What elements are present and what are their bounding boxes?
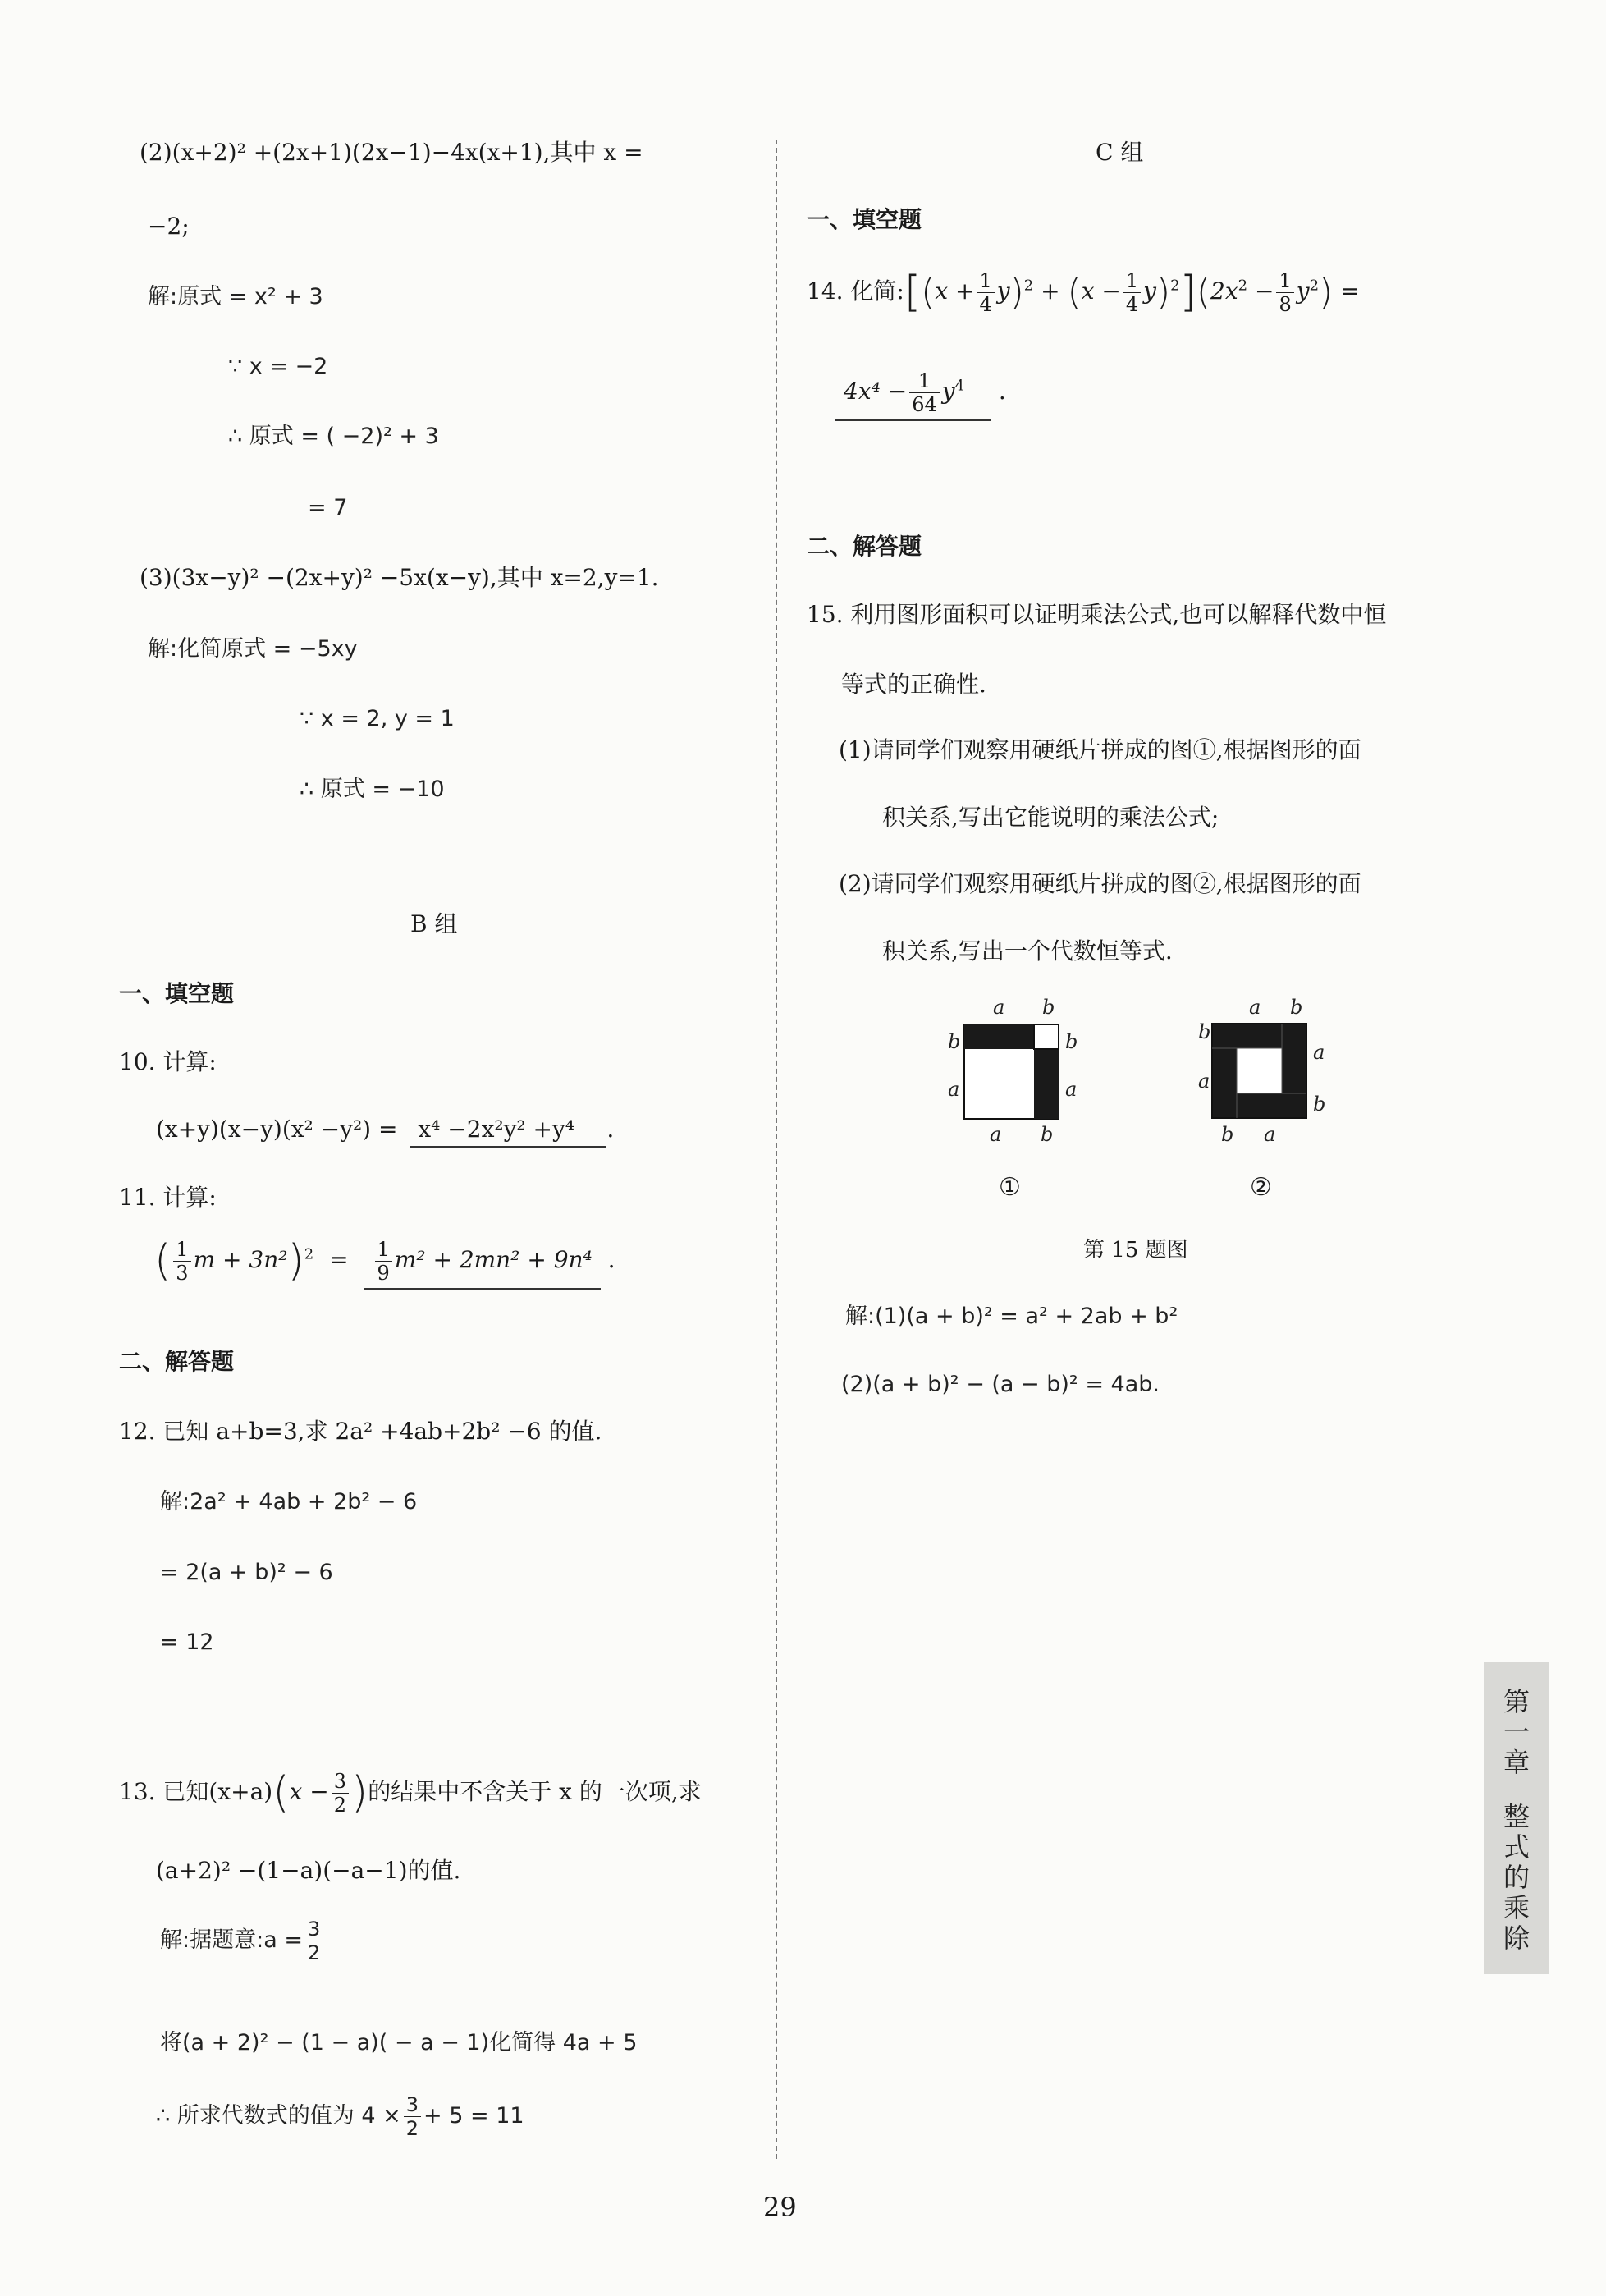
q13-pre: 13. 已知(x+a) (119, 1778, 273, 1805)
q10-expr: (x+y)(x−y)(x² −y²) = (156, 1116, 398, 1143)
q13-solution-1 (160, 1919, 325, 1963)
q3-line: (3)(3x−y)² −(2x+y)² −5x(x−y),其中 x=2,y=1. (140, 564, 659, 591)
q13-post: 的结果中不含关于 x 的一次项,求 (368, 1778, 702, 1805)
side-tab-char: 一 (1503, 1716, 1530, 1748)
q11-expression: ( $\frac{1}{3}$ m + 3n²)$^2$ = $\frac{1}{9}$ m² + 2mn² + 9n⁴ . (154, 1240, 615, 1290)
q13-sol1-frac: $\frac{3}{2}$ (305, 1919, 323, 1963)
fig2-right-a: a (1313, 1041, 1325, 1064)
figure-1 (936, 993, 1100, 1149)
side-tab-char: 乘 (1503, 1891, 1530, 1923)
side-tab-char: 式 (1503, 1831, 1530, 1863)
q14-frac-quarter-b: $\frac{1}{4}$ (1123, 271, 1141, 314)
fig1-bottom-b: b (1041, 1123, 1054, 1146)
q15-solution-1: 解:(1)(a + b)² = a² + 2ab + b² (845, 1304, 1178, 1329)
q14-frac-quarter-a: $\frac{1}{4}$ (977, 271, 995, 314)
fig2-top-a: a (1249, 996, 1261, 1019)
q2-solution-4: = 7 (308, 495, 348, 520)
q13-mid: x − (289, 1778, 329, 1805)
q10-answer (410, 1118, 606, 1148)
q14-frac-eighth: $\frac{1}{8}$ (1276, 271, 1293, 314)
fig2-left-b: b (1198, 1020, 1211, 1043)
q11-answer (364, 1240, 601, 1290)
q15-part1b: 积关系,写出它能说明的乘法公式; (882, 804, 1219, 831)
q11-answer-text: m² + 2mn² + 9n⁴ (394, 1246, 593, 1273)
q3-solution-2: ∵ x = 2, y = 1 (300, 706, 455, 731)
q14-answer-line: 4x⁴ − $\frac{1}{64}$ $y^4$ . (835, 371, 1006, 421)
figure-caption: 第 15 题图 (1083, 1238, 1188, 1263)
q14-frac-64: $\frac{1}{64}$ (909, 371, 940, 415)
q11-frac-ninth: $\frac{1}{9}$ (375, 1240, 392, 1283)
fig1-label: ① (999, 1173, 1021, 1202)
q13-paren-open: ( (272, 1767, 290, 1817)
q13-solution-2: 将(a + 2)² − (1 − a)( − a − 1)化简得 4a + 5 (160, 2030, 638, 2055)
fig1-left-a: a (948, 1078, 960, 1101)
q11-label: 11. 计算: (119, 1184, 217, 1211)
fig1-right-a: a (1065, 1078, 1078, 1101)
fig2-bottom-a: a (1264, 1123, 1276, 1146)
q2-solution-1: 解:原式 = x² + 3 (148, 284, 323, 309)
q2-solution-3: ∴ 原式 = ( −2)² + 3 (228, 424, 439, 449)
side-tab-char: 除 (1503, 1922, 1530, 1954)
q2-line1: (2)(x+2)² +(2x+1)(2x−1)−4x(x+1),其中 x = (140, 139, 643, 166)
side-tab-char: 的 (1503, 1861, 1530, 1893)
fig2-left-a: a (1198, 1070, 1210, 1093)
page-number: 29 (763, 2192, 797, 2223)
q15-part2b: 积关系,写出一个代数恒等式. (882, 937, 1173, 965)
fig1-top-a: a (993, 996, 1005, 1019)
fig1-right-strip (1034, 1049, 1059, 1119)
q2-solution-2: ∵ x = −2 (228, 354, 328, 379)
q15-line2: 等式的正确性. (841, 671, 986, 698)
fig2-label: ② (1250, 1173, 1272, 1202)
fig2-inner-square (1237, 1048, 1282, 1093)
fig1-top-strip (964, 1024, 1034, 1049)
q15-line1: 15. 利用图形面积可以证明乘法公式,也可以解释代数中恒 (807, 601, 1387, 628)
q14-answer: 4x⁴ − $\frac{1}{64}$ $y^4$ (835, 371, 991, 421)
q14-line: 14. 化简:[(x + $\frac{1}{4}$ y)$^2$ + (x − $\frac{1}{4}$ $y)^2](2x^2$ − $\frac{1}{8}$ $y^2$) = (807, 267, 1360, 317)
b-solve-heading: 二、解答题 (119, 1348, 235, 1375)
q10-label: 10. 计算: (119, 1048, 217, 1075)
q12-solution-1: 解:2a² + 4ab + 2b² − 6 (160, 1489, 418, 1515)
column-divider (776, 140, 777, 2159)
chapter-side-tab (1484, 1662, 1549, 1974)
q3-solution-1: 解:化简原式 = −5xy (148, 636, 358, 662)
q11-expr-tail: m + 3n² (193, 1246, 288, 1273)
q12-solution-3: = 12 (160, 1629, 214, 1655)
q13-sol3-frac: $\frac{3}{2}$ (404, 2095, 421, 2138)
fig1-top-b: b (1042, 996, 1055, 1019)
group-c-heading: C 组 (1096, 139, 1144, 166)
q12-line: 12. 已知 a+b=3,求 2a² +4ab+2b² −6 的值. (119, 1418, 602, 1445)
side-tab-char: 章 (1503, 1746, 1530, 1778)
q11-paren-open: ( (154, 1235, 172, 1285)
q10-expression: (x+y)(x−y)(x² −y²) = x⁴ −2x²y² +y⁴ . (156, 1118, 614, 1148)
q13-paren-close: ) (350, 1767, 368, 1817)
q13-sol3-post: + 5 = 11 (423, 2103, 524, 2129)
q14-pre: 14. 化简: (807, 277, 904, 305)
b-fill-heading: 一、填空题 (119, 980, 235, 1007)
q14-answer-pre: 4x⁴ − (844, 378, 908, 405)
q10-answer-text: x⁴ −2x²y² +y⁴ (418, 1116, 575, 1143)
q15-part1a: (1)请同学们观察用硬纸片拼成的图①,根据图形的面 (839, 736, 1361, 763)
side-tab-char: 整 (1503, 1801, 1530, 1833)
q13-frac-three-halves: $\frac{3}{2}$ (332, 1771, 349, 1815)
q15-solution-2: (2)(a + b)² − (a − b)² = 4ab. (841, 1372, 1160, 1397)
q13-line1 (119, 1767, 702, 1817)
q12-solution-2: = 2(a + b)² − 6 (160, 1560, 333, 1585)
figure-2 (1182, 993, 1346, 1149)
q2-line2: −2; (148, 213, 190, 240)
c-solve-heading: 二、解答题 (807, 533, 922, 560)
q13-sol1-text: 解:据题意:a = (160, 1927, 303, 1953)
q13-solution-3 (156, 2095, 524, 2138)
fig2-right-b: b (1313, 1093, 1326, 1116)
fig2-top-b: b (1290, 996, 1303, 1019)
fig1-small-square (1034, 1024, 1059, 1049)
fig1-bottom-a: a (990, 1123, 1002, 1146)
q11-paren-close: ) (287, 1235, 304, 1285)
q3-solution-3: ∴ 原式 = −10 (300, 777, 445, 802)
side-tab-char: 第 (1503, 1686, 1530, 1717)
group-b-heading: B 组 (410, 910, 458, 937)
fig1-left-b: b (948, 1030, 961, 1053)
q13-sol3-pre: ∴ 所求代数式的值为 4 × (156, 2103, 401, 2129)
fig2-bottom-b: b (1221, 1123, 1234, 1146)
fig1-right-b: b (1065, 1030, 1078, 1053)
q15-part2a: (2)请同学们观察用硬纸片拼成的图②,根据图形的面 (839, 870, 1361, 897)
q11-frac-third: $\frac{1}{3}$ (173, 1240, 190, 1283)
c-fill-heading: 一、填空题 (807, 206, 922, 233)
q13-line2: (a+2)² −(1−a)(−a−1)的值. (156, 1857, 461, 1884)
